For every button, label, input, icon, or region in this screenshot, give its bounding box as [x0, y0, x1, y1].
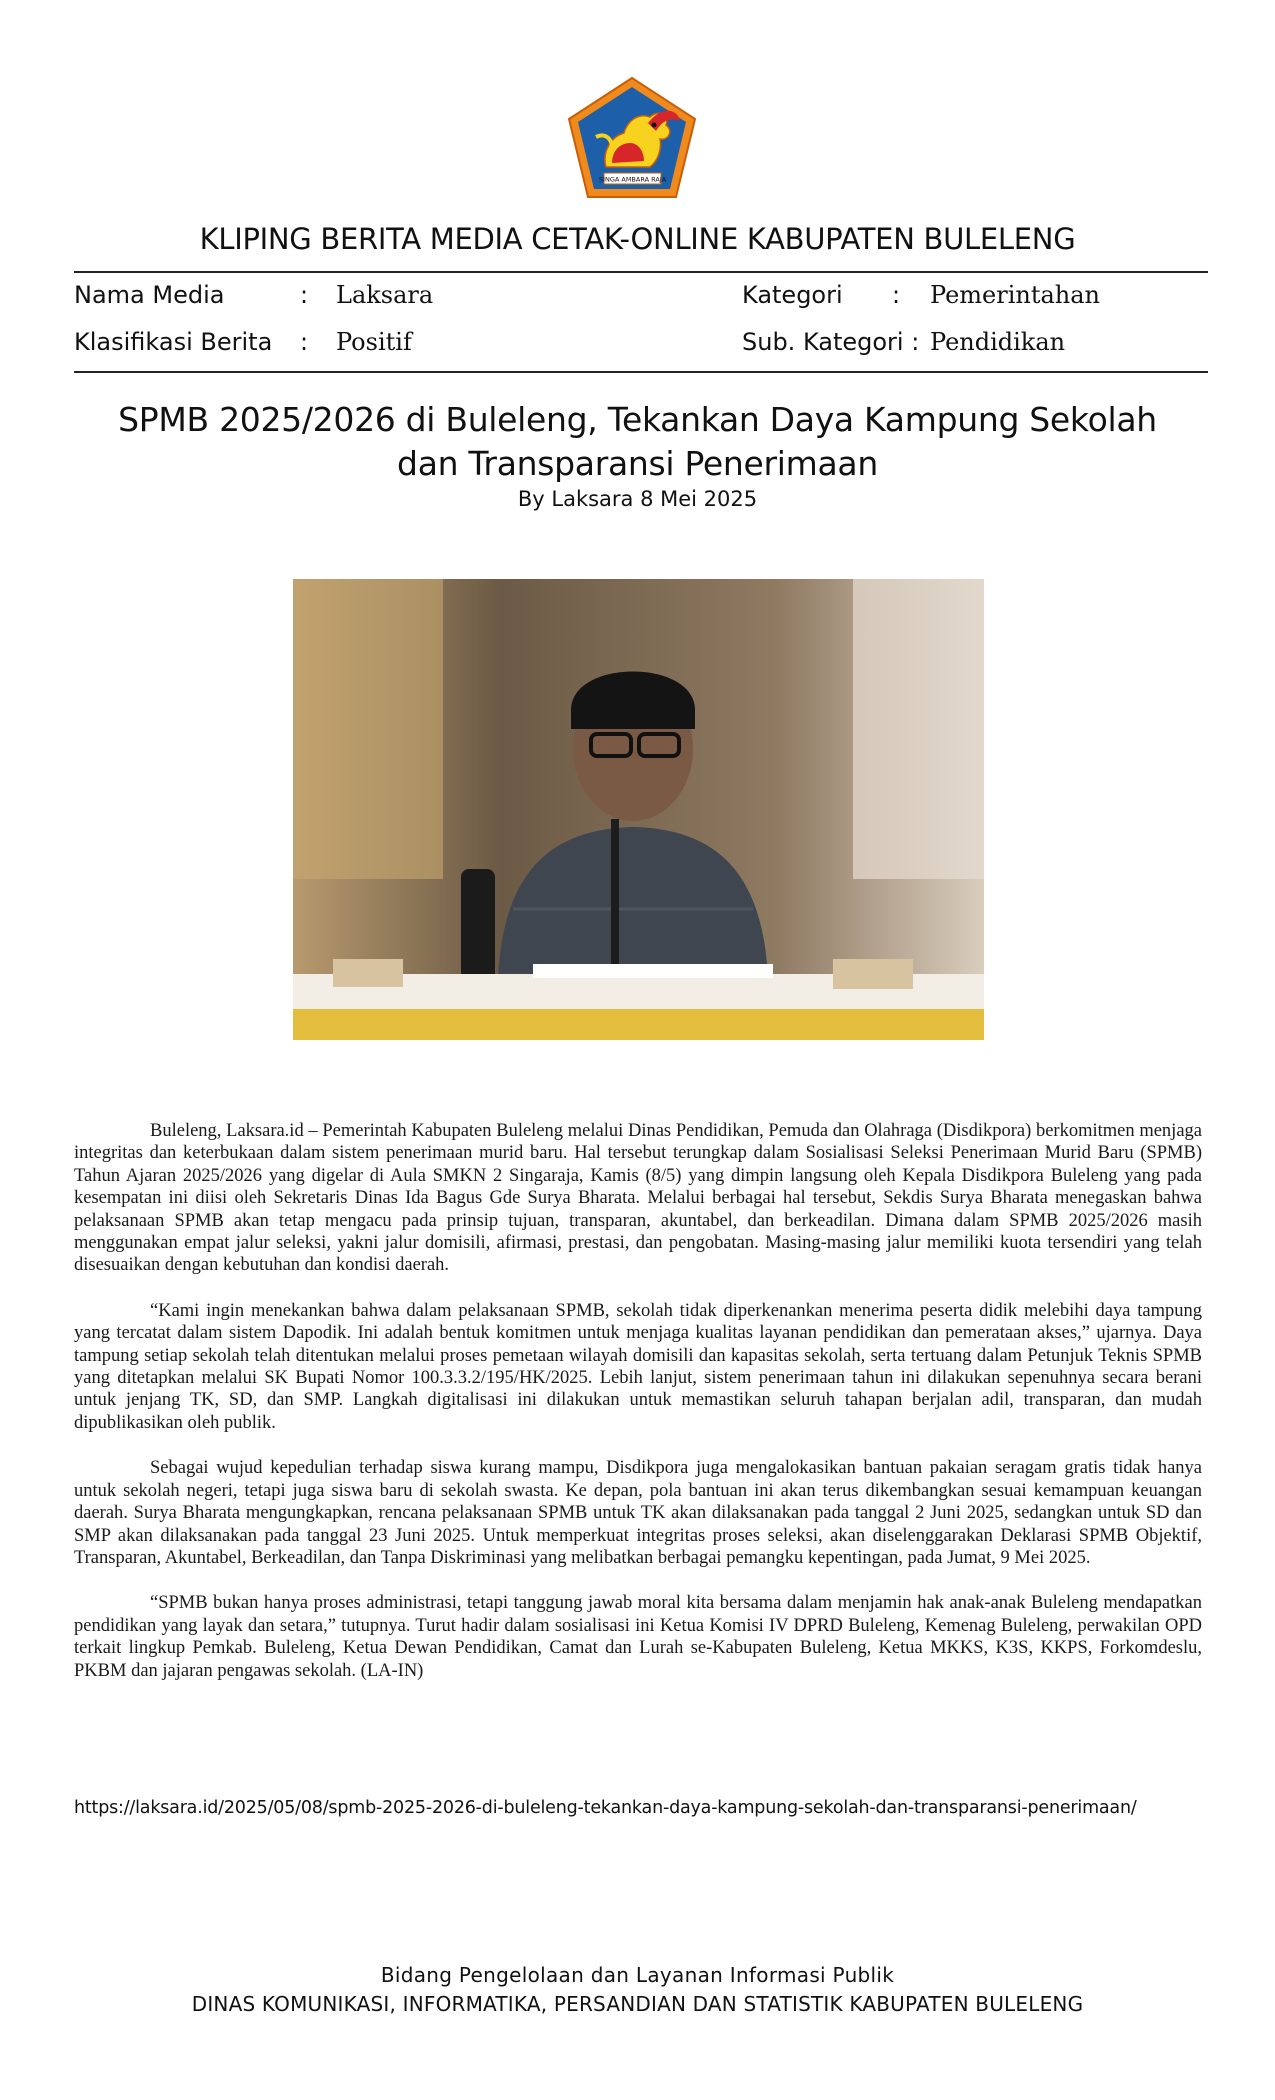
nama-media-value: Laksara — [336, 281, 434, 309]
source-link[interactable]: https://laksara.id/2025/05/08/spmb-2025-2026-di-buleleng-tekankan-daya-kampung-sekolah-dan-transparansi-penerimaan/ — [74, 1798, 1137, 1818]
klasifikasi-colon: : — [300, 328, 309, 356]
article-paragraph: Sebagai wujud kepedulian terhadap siswa kurang mampu, Disdikpora juga mengalokasikan bantuan pakaian seragam gratis tidak hanya untuk sekolah negeri, tetapi juga siswa baru di sekolah swasta. Ke depan, pola bantuan ini akan terus dikembangkan sesuai kemampuan keuangan daerah. Surya Bharata mengungkapkan, rencana pelaksanaan SPMB untuk TK akan dilaksanakan pada tanggal 2 Juni 2025, sedangkan untuk SD dan SMP akan dilaksanakan pada tanggal 23 Juni 2025. Untuk memperkuat integritas proses seleksi, akan diselenggarakan Deklarasi SPMB Objektif, Transparan, Akuntabel, Berkeadilan, dan Tanpa Diskriminasi yang melibatkan berbagai pemangku kepentingan, pada Jumat, 9 Mei 2025. — [74, 1458, 1202, 1568]
sub-kategori-label: Sub. Kategori : — [742, 328, 920, 356]
clipping-header-title: KLIPING BERITA MEDIA CETAK-ONLINE KABUPATEN BULELENG — [199, 222, 1076, 256]
article-paragraph: “Kami ingin menekankan bahwa dalam pelaksanaan SPMB, sekolah tidak diperkenankan menerima peserta didik melebihi daya tampung yang tercatat dalam sistem Dapodik. Ini adalah bentuk komitmen untuk menjaga kualitas layanan pendidikan dan pemerataan akses,” ujarnya. Daya tampung setiap sekolah telah ditentukan melalui proses pemetaan wilayah domisili dan kapasitas sekolah, serta tertuang dalam Petunjuk Teknis SPMB yang ditetapkan melalui SK Bupati Nomor 100.3.3.2/195/HK/2025. Lebih lanjut, sistem penerimaan tahun ini dilakukan sepenuhnya secara berani untuk jenjang TK, SD, dan SMP. Langkah digitalisasi ini dilakukan untuk memastikan seluruh tahapan berjalan adil, transparan, dan mudah dipublikasikan oleh publik. — [74, 1300, 1202, 1433]
crest-motto: SINGA AMBARA RAJA — [598, 175, 667, 184]
footer-agency: DINAS KOMUNIKASI, INFORMATIKA, PERSANDIAN DAN STATISTIK KABUPATEN BULELENG — [191, 1992, 1084, 2016]
article-photo — [293, 579, 984, 1040]
footer-department: Bidang Pengelolaan dan Layanan Informasi Publik — [380, 1963, 895, 1987]
nama-media-colon: : — [300, 281, 309, 309]
klasifikasi-value: Positif — [336, 328, 412, 356]
article-paragraph: Buleleng, Laksara.id – Pemerintah Kabupaten Buleleng melalui Dinas Pendidikan, Pemuda dan Olahraga (Disdikpora) berkomitmen menjaga integritas dan keterbukaan dalam sistem penerimaan murid baru. Hal tersebut terungkap dalam Sosialisasi Seleksi Penerimaan Murid Baru (SPMB) Tahun Ajaran 2025/2026 yang digelar di Aula SMKN 2 Singaraja, Kamis (8/5) yang dimpin langsung oleh Kepala Disdikpora Buleleng yang pada kesempatan ini diisi oleh Sekretaris Dinas Ida Bagus Gde Surya Bharata. Melalui berbagai hal tersebut, Sekdis Surya Bharata menegaskan bahwa pelaksanaan SPMB akan tetap mengacu pada prinsip tujuan, transparan, akuntabel, dan berkeadilan. Dimana dalam SPMB 2025/2026 masih menggunakan empat jalur seleksi, yakni jalur domisili, afirmasi, prestasi, dan pengobatan. Masing-masing jalur memiliki kuota tersendiri yang telah disesuaikan dengan kebutuhan dan kondisi daerah. — [74, 1121, 1202, 1276]
buleleng-crest-logo — [566, 75, 699, 200]
kategori-label: Kategori — [742, 281, 843, 309]
klasifikasi-label: Klasifikasi Berita — [74, 328, 273, 356]
sub-kategori-value: Pendidikan — [930, 328, 1066, 356]
meta-row-media — [74, 281, 1208, 319]
header-top-divider — [74, 271, 1208, 273]
kategori-value: Pemerintahan — [930, 281, 1101, 309]
kategori-colon: : — [892, 281, 901, 309]
nama-media-label: Nama Media — [74, 281, 225, 309]
meta-row-classification — [74, 328, 1208, 366]
article-title: SPMB 2025/2026 di Buleleng, Tekankan Daya Kampung Sekolah dan Transparansi Penerimaan — [118, 400, 1157, 483]
buleleng-crest-icon — [566, 75, 699, 200]
article-byline: By Laksara 8 Mei 2025 — [517, 487, 758, 511]
header-bottom-divider — [74, 371, 1208, 373]
article-paragraph: “SPMB bukan hanya proses administrasi, tetapi tanggung jawab moral kita bersama dalam menjamin hak anak-anak Buleleng mendapatkan pendidikan yang layak dan setara,” tutupnya. Turut hadir dalam sosialisasi ini Ketua Komisi IV DPRD Buleleng, Kemenag Buleleng, perwakilan OPD terkait lingkup Pemkab. Buleleng, Ketua Dewan Pendidikan, Camat dan Lurah se-Kabupaten Buleleng, Ketua MKKS, K3S, KKPS, Forkomdeslu, PKBM dan jajaran pengawas sekolah. (LA-IN) — [74, 1593, 1202, 1681]
article-body — [74, 1120, 1202, 1705]
